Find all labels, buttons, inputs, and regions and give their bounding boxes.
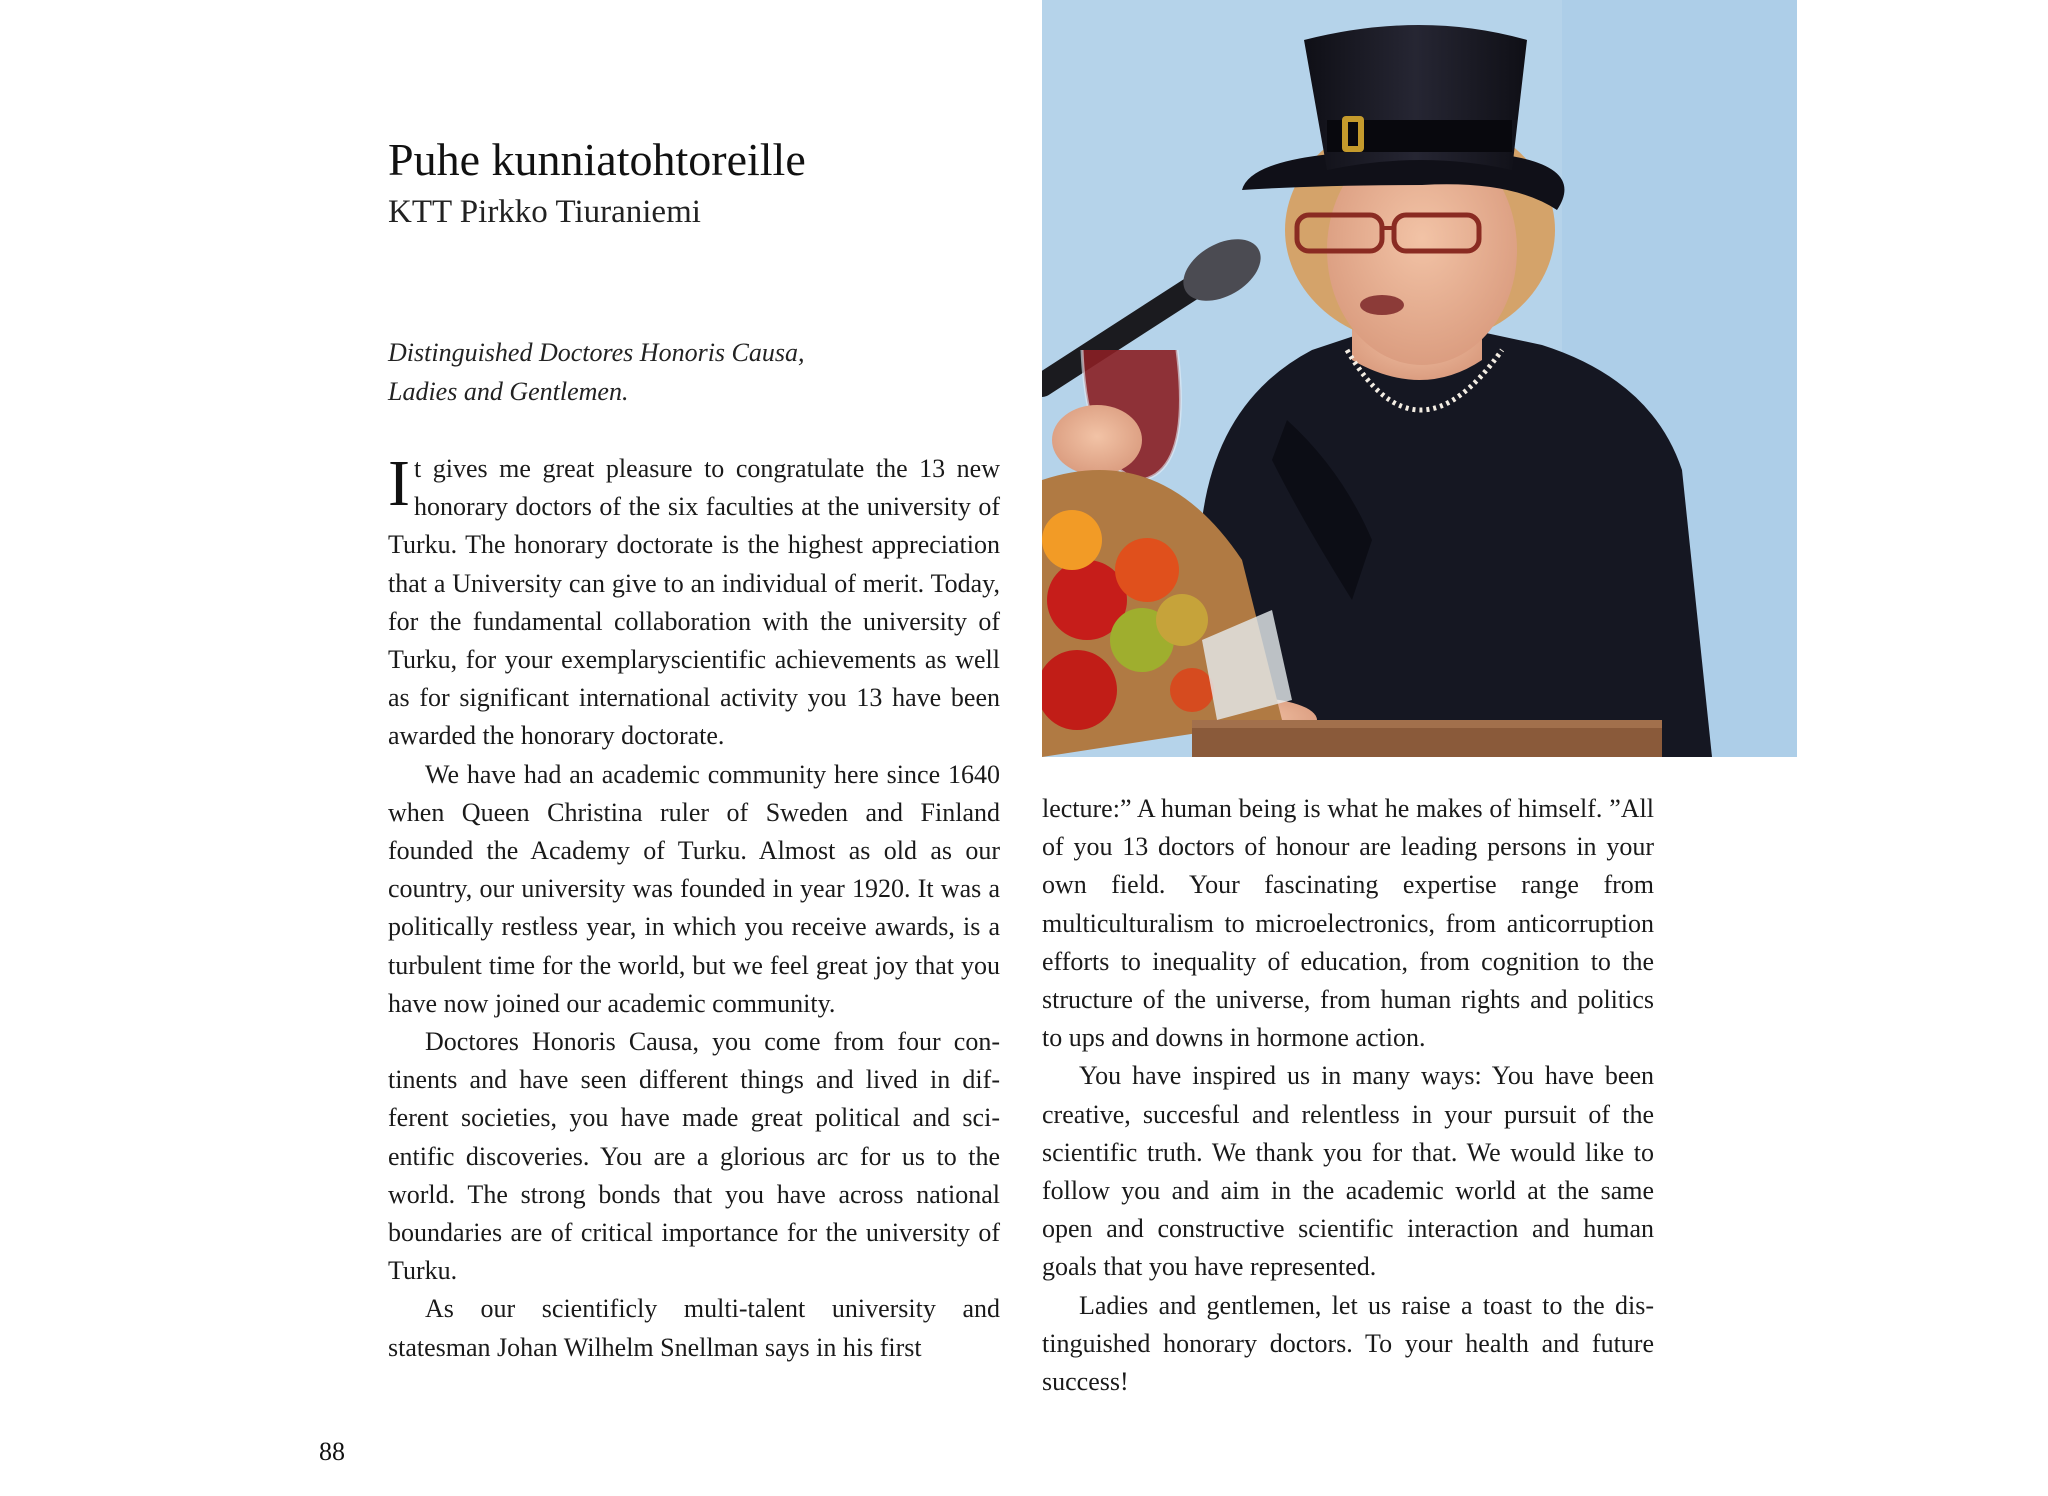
speaker-name: KTT Pirkko Tiuraniemi [388,194,701,230]
paragraph-4: As our scientificly multi-talent university and statesman Johan Wilhelm Snellman says in his first [388,1294,1000,1362]
paragraph-2: We have had an academic community here since 1640 when Queen Christina ruler of Sweden and Finland founded the Academy of Turku. Almost as old as our country, our university was founded in year 1920. It was a politically restless year, in which you receive awards, is a turbulent time for the world, but we feel great joy that you have now joined our academic community. [388,759,1000,1018]
paragraph-6: You have inspired us in many ways: You have been creative, succesful and relentless in your pursuit of the scientific truth. We thank you for that. We would like to follow you and aim in the academic world at the same open and constructive scientific interaction and human goals that you have represented. [1042,1061,1654,1282]
paragraph-3: Doctores Honoris Causa, you come from four continents and have seen different things and lived in different societies, you have made great political and scientific discoveries. You are a glorious arc for us to the world. The strong bonds that you have across national boundaries are of critical importance for the university of Turku. [388,1027,1000,1286]
page-title: Puhe kunniatohtoreille [388,134,806,185]
paragraph-1 [388,447,1000,756]
left-text-column [388,447,1000,1367]
salutation-line-2: Ladies and Gentlemen. [388,377,629,406]
salutation [388,333,1008,411]
paragraph-7: Ladies and gentlemen, let us raise a toast to the distinguished honorary doctors. To your health and future success! [1042,1290,1654,1397]
drop-cap: I [388,447,410,520]
right-text-column [1042,790,1654,1401]
paragraph-5: lecture:” A human being is what he makes of himself. ”All of you 13 doctors of honour are leading persons in your own field. Your fascinating expertise range from multiculturalism to microelectronics, from anticorruption efforts to inequality of education, from cognition to the structure of the universe, from human rights and politics to ups and downs in hormone action. [1042,794,1654,1053]
paragraph-1-text: t gives me great pleasure to congratulate the 13 new honorary doctors of the six faculties at the university of Turku. The honorary doctorate is the highest appreciation that a University can give to an individual of merit. Today, for the fundamental collaboration with the university of Turku, for your exemplaryscientific achievements as well as for significant international activity you 13 have been awarded the honorary doctorate. [388,454,1000,751]
page-number: 88 [319,1437,345,1466]
salutation-line-1: Distinguished Doctores Honoris Causa, [388,338,805,367]
speaker-photo [1042,0,1797,757]
